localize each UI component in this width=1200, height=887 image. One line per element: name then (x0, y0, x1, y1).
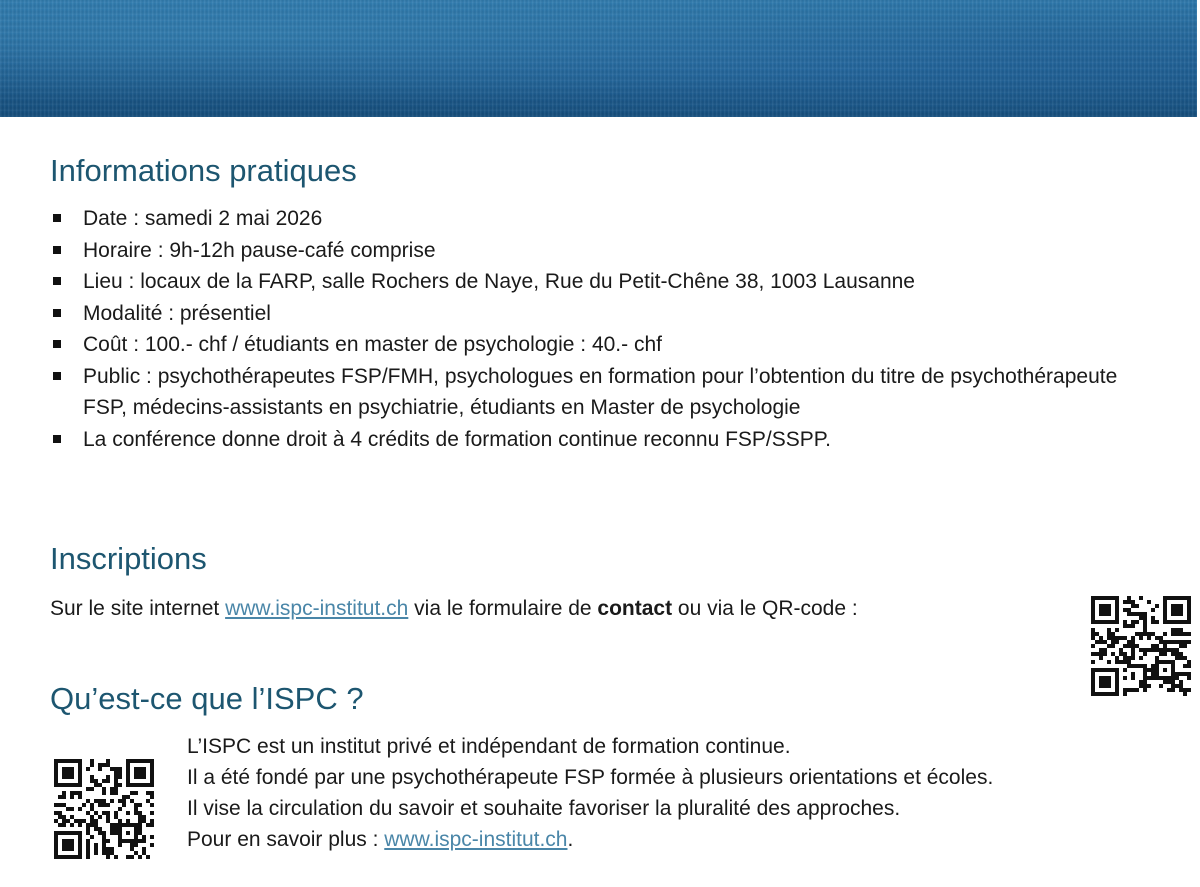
ispc-more-line (187, 824, 993, 855)
list-item (50, 266, 1140, 298)
ispc-description (187, 731, 993, 855)
inscriptions-text-after: ou via le QR-code : (672, 597, 858, 620)
list-item (50, 298, 1140, 330)
info-list (50, 203, 1140, 455)
list-item-text: Coût : 100.- chf / étudiants en master de psychologie : 40.- chf (83, 333, 662, 356)
bullet-icon (53, 246, 61, 254)
section-title-inscriptions: Inscriptions (50, 541, 207, 576)
inscriptions-text-before: Sur le site internet (50, 597, 226, 620)
qr-code-icon[interactable] (54, 759, 154, 859)
list-item-text: Lieu : locaux de la FARP, salle Rochers de Naye, Rue du Petit-Chêne 38, 1003 Lausanne (83, 270, 915, 293)
ispc-line: Il a été fondé par une psychothérapeute FSP formée à plusieurs orientations et écoles. (187, 766, 994, 789)
qr-code-icon[interactable] (1091, 596, 1191, 696)
bullet-icon (53, 214, 61, 222)
ispc-more-prefix: Pour en savoir plus : (187, 828, 385, 851)
list-item (50, 329, 1140, 361)
list-item (50, 361, 1140, 424)
list-item-text: Modalité : présentiel (83, 301, 271, 325)
section-title-ispc: Qu’est-ce que l’ISPC ? (50, 681, 364, 716)
bullet-icon (53, 372, 61, 380)
ispc-line: Il vise la circulation du savoir et souhaite favoriser la pluralité des approches. (187, 797, 901, 820)
ispc-more-suffix: . (567, 828, 574, 851)
inscriptions-text-middle: via le formulaire de (408, 597, 598, 620)
inscriptions-text (50, 593, 858, 624)
ispc-line: L’ISPC est un institut privé et indépendant de formation continue. (187, 735, 791, 758)
website-link[interactable]: www.ispc-institut.ch (225, 597, 409, 620)
list-item-text: Public : psychothérapeutes FSP/FMH, psychologues en formation pour l’obtention du titre de psychothérapeute FSP, médecins-assistants en psychiatrie, étudiants en Master de psychologie (83, 364, 1118, 419)
header-banner-image (0, 0, 1197, 117)
list-item (50, 235, 1140, 267)
list-item-text: Horaire : 9h-12h pause-café comprise (83, 238, 436, 262)
bullet-icon (53, 340, 61, 348)
list-item-text: La conférence donne droit à 4 crédits de formation continue reconnu FSP/SSPP. (83, 427, 831, 451)
bullet-icon (53, 435, 61, 443)
section-title-informations: Informations pratiques (50, 153, 357, 188)
bullet-icon (53, 309, 61, 317)
bullet-icon (53, 277, 61, 285)
website-link[interactable]: www.ispc-institut.ch (384, 828, 568, 851)
list-item-text: Date : samedi 2 mai 2026 (83, 207, 323, 230)
list-item (50, 203, 1140, 235)
list-item (50, 424, 1140, 456)
contact-emphasis: contact (597, 597, 673, 620)
